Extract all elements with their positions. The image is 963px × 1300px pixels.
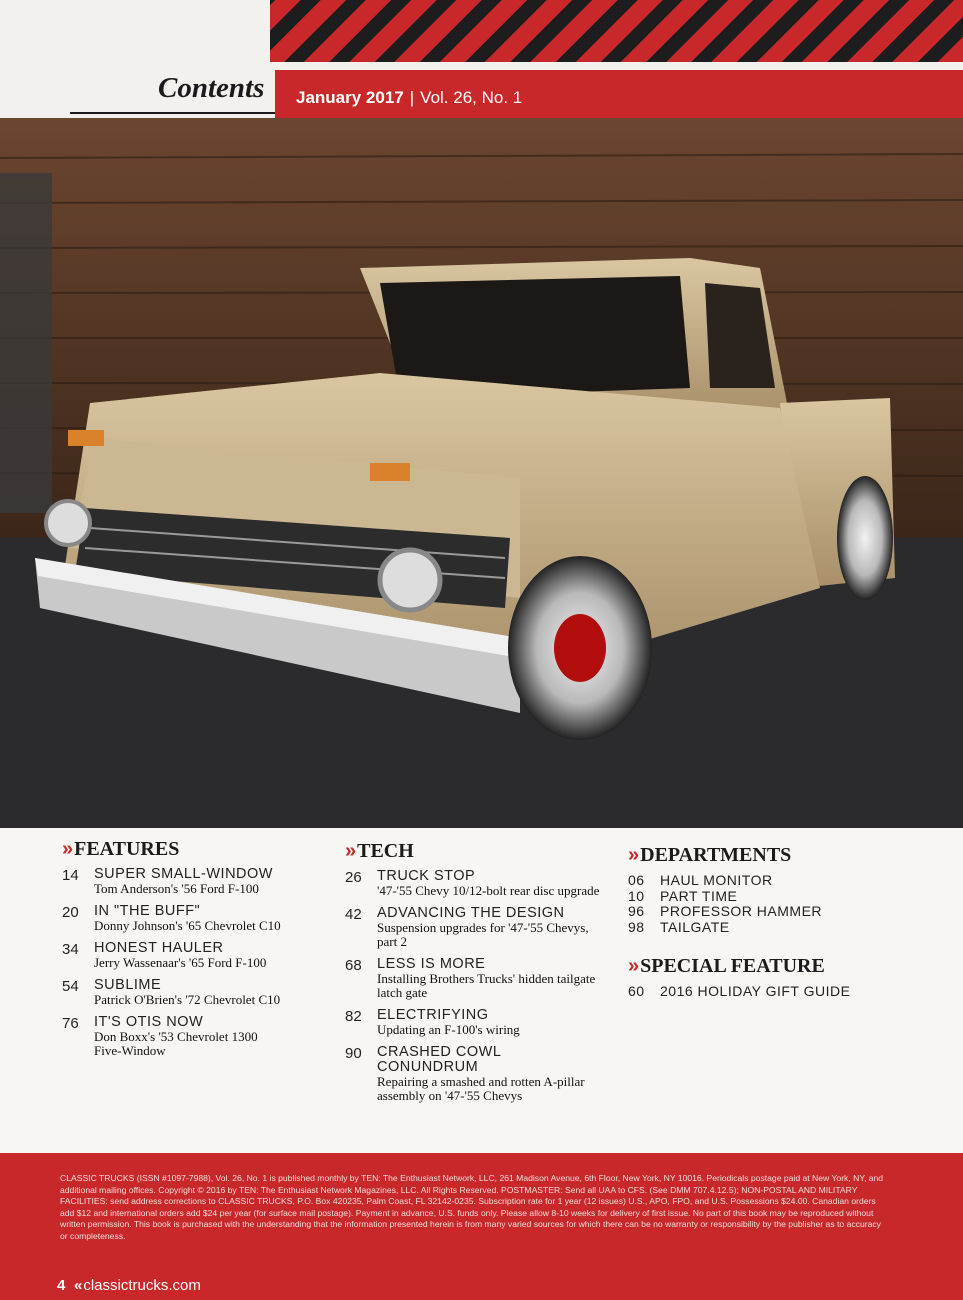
- article-subtitle: Don Boxx's '53 Chevrolet 1300 Five-Window: [94, 1029, 258, 1058]
- page-number: 90: [345, 1045, 362, 1062]
- page-number: 26: [345, 869, 362, 886]
- chevron-right-double-icon: »: [628, 844, 637, 866]
- article-title: SUBLIME: [94, 977, 162, 993]
- issue-volume: Vol. 26, No. 1: [420, 88, 523, 107]
- page-number: 42: [345, 906, 362, 923]
- title-rule: [70, 112, 275, 114]
- article-subtitle: Patrick O'Brien's '72 Chevrolet C10: [94, 992, 281, 1007]
- article-title: CRASHED COWL CONUNDRUM: [377, 1044, 501, 1075]
- features-section: [62, 838, 307, 1066]
- toc-entry[interactable]: [62, 867, 307, 896]
- article-title: PROFESSOR HAMMER: [660, 903, 823, 919]
- article-subtitle: Tom Anderson's '56 Ford F-100: [94, 881, 259, 896]
- page-number: 82: [345, 1008, 362, 1025]
- toc-entry[interactable]: [628, 920, 928, 936]
- issue-info: January 2017 | Vol. 26, No. 1: [296, 88, 523, 107]
- tech-heading: [345, 840, 615, 863]
- chevron-right-double-icon: »: [345, 840, 354, 862]
- article-title: PART TIME: [660, 887, 738, 904]
- chevron-left-double-icon: «: [74, 1277, 80, 1294]
- article-subtitle: Updating an F-100's wiring: [377, 1022, 520, 1037]
- special-feature-heading-label: SPECIAL FEATURE: [640, 955, 825, 977]
- features-heading-label: FEATURES: [74, 838, 180, 860]
- page-number: 06: [628, 872, 645, 888]
- page-number: 60: [628, 983, 645, 999]
- toc-entry[interactable]: [345, 906, 615, 949]
- table-of-contents: [0, 828, 963, 1153]
- toc-entry[interactable]: [345, 869, 615, 898]
- article-title: ELECTRIFYING: [377, 1007, 489, 1023]
- article-subtitle: Repairing a smashed and rotten A-pillar assembly on '47-'55 Chevys: [377, 1074, 585, 1103]
- page-number: 14: [62, 867, 79, 884]
- article-title: LESS IS MORE: [377, 956, 486, 972]
- toc-entry[interactable]: [628, 873, 928, 889]
- legal-notice: CLASSIC TRUCKS (ISSN #1097-7988), Vol. 26, No. 1 is published monthly by TEN: The Enthusiast Network, LLC, 261 Madison Avenue, 6th Floor, New York, NY 10016. Periodicals postage paid at New York, NY, and additional mailing offices. Copyright © 2016 by TEN: The Enthusiast Network Magazines, LLC. All Rights Reserved. POSTMASTER: Send all UAA to CFS. (See DMM 707.4.12.5); NON-POSTAL AND MILITARY FACILITIES: send address corrections to CLASSIC TRUCKS, P.O. Box 420235, Palm Coast, FL 32142-0235. Subscription rate for 1 year (12 issues) U.S., APO, FPO, and U.S. Possessions $24.00. Canadian orders add $12 and international orders add $24 per year (for surface mail postage). Payment in advance, U.S. funds only. Please allow 8-10 weeks for delivery of first issue. No part of this book may be reproduced without written permission. This book is purchased with the understanding that the information presented herein is from many varied sources for which there can be no warranty or responsibility by the publisher as to accuracy or completeness.: [60, 1173, 884, 1241]
- article-title: TAILGATE: [660, 918, 730, 935]
- page-number: 54: [62, 978, 79, 995]
- article-title: IT'S OTIS NOW: [94, 1014, 204, 1030]
- masthead: [0, 0, 963, 118]
- article-title: HAUL MONITOR: [660, 872, 773, 888]
- article-subtitle: Suspension upgrades for '47-'55 Chevys, part 2: [377, 920, 589, 949]
- website-link[interactable]: [74, 1277, 201, 1294]
- article-title: IN "THE BUFF": [94, 903, 201, 919]
- chevron-right-double-icon: »: [62, 838, 71, 860]
- toc-entry[interactable]: [345, 957, 615, 1000]
- departments-section: [628, 844, 928, 1000]
- page-number: 20: [62, 904, 79, 921]
- issue-date: January 2017: [296, 88, 404, 107]
- toc-entry[interactable]: [62, 1015, 307, 1058]
- toc-entry[interactable]: [345, 1008, 615, 1037]
- tech-heading-label: TECH: [357, 840, 414, 862]
- toc-entry[interactable]: [628, 984, 928, 1000]
- footer-band: [0, 1153, 963, 1300]
- departments-heading: [628, 844, 928, 867]
- truck-illustration: [0, 118, 963, 828]
- page-number: 96: [628, 903, 645, 919]
- toc-entry[interactable]: [628, 889, 928, 905]
- article-subtitle: Jerry Wassenaar's '65 Ford F-100: [94, 955, 267, 970]
- page-number: 10: [628, 887, 645, 904]
- toc-entry[interactable]: [628, 904, 928, 920]
- toc-entry[interactable]: [345, 1045, 615, 1103]
- special-feature-heading: [628, 955, 928, 978]
- toc-entry[interactable]: [62, 978, 307, 1007]
- page-title: Contents: [158, 72, 265, 104]
- page-number: 34: [62, 941, 79, 958]
- article-subtitle: '47-'55 Chevy 10/12-bolt rear disc upgrade: [377, 883, 600, 898]
- features-heading: [62, 838, 307, 861]
- article-title: HONEST HAULER: [94, 940, 224, 956]
- departments-heading-label: DEPARTMENTS: [640, 844, 792, 866]
- article-title: SUPER SMALL-WINDOW: [94, 866, 273, 882]
- tech-section: [345, 840, 615, 1111]
- cover-photo-truck: [0, 118, 963, 828]
- page-number: 68: [345, 957, 362, 974]
- article-subtitle: Donny Johnson's '65 Chevrolet C10: [94, 918, 281, 933]
- article-subtitle: Installing Brothers Trucks' hidden tailgate latch gate: [377, 971, 596, 1000]
- toc-entry[interactable]: [62, 904, 307, 933]
- folio-page-number: 4: [57, 1277, 66, 1294]
- page-number: 76: [62, 1015, 79, 1032]
- page-number: 98: [628, 918, 645, 935]
- toc-entry[interactable]: [62, 941, 307, 970]
- chevron-right-double-icon: »: [628, 955, 637, 977]
- hazard-stripes: [270, 0, 963, 62]
- article-title: 2016 HOLIDAY GIFT GUIDE: [660, 983, 851, 999]
- website-url: classictrucks.com: [83, 1277, 201, 1294]
- article-title: ADVANCING THE DESIGN: [377, 905, 565, 921]
- article-title: TRUCK STOP: [377, 868, 476, 884]
